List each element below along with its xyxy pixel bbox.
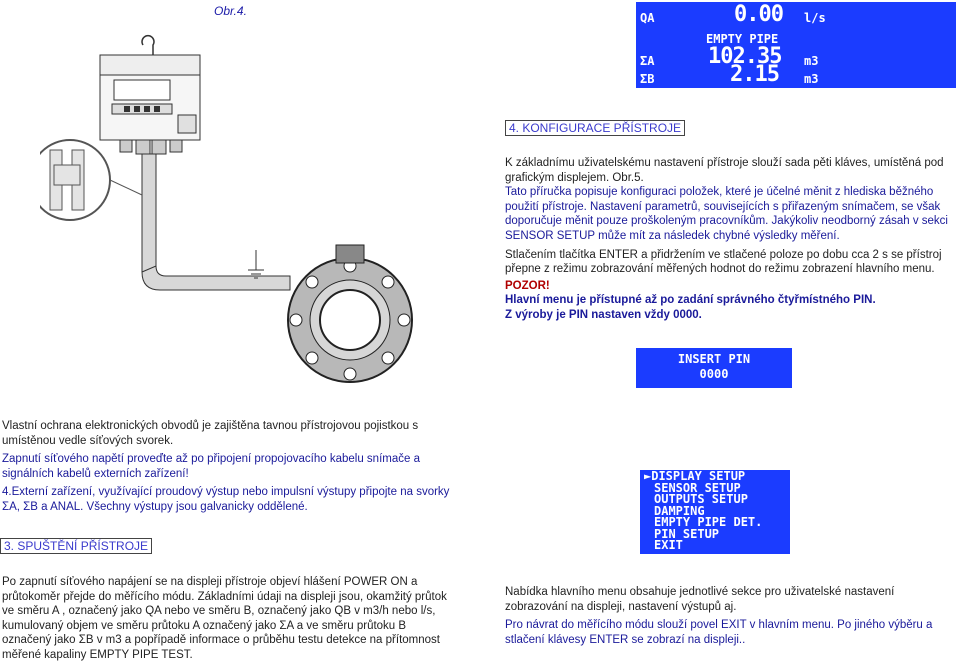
lcd-menu-item: EXIT [654, 538, 683, 552]
lcd-label-qa: QA [640, 11, 655, 25]
section3-heading: 3. SPUŠTĚNÍ PŘÍSTROJE [0, 538, 152, 554]
lcd-value-sa: 102.35 [708, 44, 782, 69]
lcd-label-sa: ΣA [640, 54, 655, 68]
left-p1: Vlastní ochrana elektronických obvodů je zajištěna tavnou přístrojovou pojistkou s umístěnou vedle síťových svorek. [2, 420, 419, 447]
left-p2: Zapnutí síťového napětí proveďte až po připojení propojovacího kabelu snímače a signálních kabelů externích zařízení! [2, 453, 420, 480]
lcd-main-display [636, 2, 956, 88]
lcd-status-empty-pipe: EMPTY PIPE [706, 32, 779, 46]
left-text-block [2, 419, 458, 515]
lcd-unit-sb: m3 [804, 72, 819, 86]
right-bottom-text [505, 585, 957, 647]
right-p1: Nabídka hlavního menu obsahuje jednotlivé sekce pro uživatelské nastavení zobrazování na displeji, nastavení výstupů aj. [505, 586, 895, 613]
lcd-value-sb: 2.15 [730, 62, 779, 87]
section3-p1: Po zapnutí síťového napájení se na displeji přístroje objeví hlášení POWER ON a průtokoměr přejde do měřícího módu. Základními údaji na displeji jsou, okamžitý průtok ve směru A , označený jako QA nebo ve směru B, označený jako QB v m3/h nebo l/s, kumulovaný objem ve směru průtoku A označený jako ΣA a ve směru průtoku B označený jako ΣB v m3 a popřípadě informace o průběhu testu detekce na přítomnost měřené kapaliny EMPTY PIPE TEST. [2, 576, 447, 661]
lcd-menu-display [640, 470, 790, 554]
figure-label: Obr.4. [214, 4, 247, 18]
lcd-menu-item: PIN SETUP [654, 526, 720, 541]
warning-line1: Hlavní menu je přístupné až po zadání správného čtyřmístného PIN. [505, 294, 876, 307]
lcd-menu-item: SENSOR SETUP [654, 480, 741, 495]
section4-body [505, 156, 955, 323]
warning-line2: Z výroby je PIN nastaven vždy 0000. [505, 308, 702, 321]
warning-label: POZOR! [505, 279, 550, 292]
lcd-pin-value: 0000 [699, 367, 729, 381]
lcd-value-qa: 0.00 [734, 2, 783, 27]
lcd-pin-title: INSERT PIN [677, 352, 751, 366]
lcd-menu-item: DAMPING [654, 503, 705, 518]
lcd-unit-sa: m3 [804, 54, 819, 68]
flowmeter-illustration [40, 20, 440, 410]
lcd-menu-item: OUTPUTS SETUP [654, 492, 748, 506]
lcd-menu-item: EMPTY PIPE DET. [654, 515, 763, 529]
lcd-label-sb: ΣB [640, 72, 655, 86]
left-p3: 4.Externí zařízení, využívající proudový výstup nebo impulsní výstupy připojte na svorky ΣA, ΣB a ANAL. Všechny výstupy jsou galvanicky oddělené. [2, 486, 450, 513]
lcd-pin-display [636, 348, 792, 388]
section4-p2: Tato příručka popisuje konfiguraci položek, které je účelné měnit z hlediska běžného použití přístroje. Nastavení parametrů, souvisejících s přiřazeným snímačem, se však doporučuje měnit pouze proškoleným pracovníkům. Jakýkoliv neodborný zásah v sekci SENSOR SETUP může mít za následek chybné výsledky měření. [505, 186, 948, 242]
section4-p1: K základnímu uživatelskému nastavení přístroje slouží sada pěti kláves, umístěná pod grafickým displejem. Obr.5. [505, 157, 944, 184]
section4-p3: Stlačením tlačítka ENTER a přidržením ve stlačené poloze po dobu cca 2 s se přístroj přepne z režimu zobrazování měřených hodnot do režimu zobrazení hlavního menu. [505, 248, 942, 276]
section4-heading: 4. KONFIGURACE PŘÍSTROJE [505, 120, 685, 136]
lcd-menu-item: ►DISPLAY SETUP [644, 469, 746, 483]
lcd-unit-qa: l/s [804, 11, 826, 25]
right-p2: Pro návrat do měřícího módu slouží povel EXIT v hlavním menu. Po jiného výběru a stlačení klávesy ENTER se zobrazí na displeji.. [505, 619, 933, 646]
